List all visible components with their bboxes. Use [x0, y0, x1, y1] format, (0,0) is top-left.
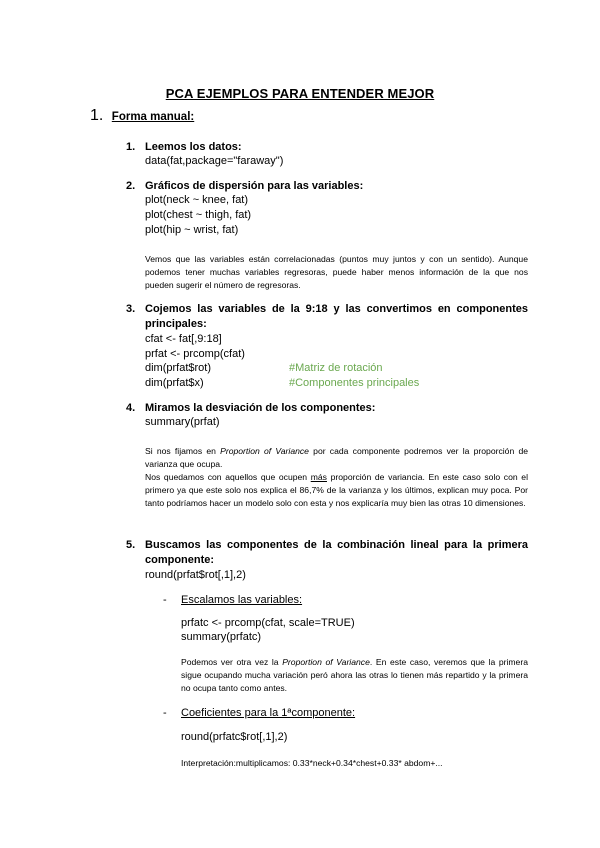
step-5-code: round(prfat$rot[,1],2) [145, 569, 246, 581]
bullet-2-label: Coeficientes para la 1ªcomponente: [181, 707, 356, 719]
bullet-1-code-line: prfatc <- prcomp(cfat, scale=TRUE) [181, 617, 355, 629]
step-3-title-line2: principales: [145, 318, 207, 330]
bullet-1-code-line: summary(prfatc) [181, 631, 262, 643]
bullet-1-label: Escalamos las variables: [181, 594, 303, 606]
step-1-number: 1. [126, 141, 136, 153]
bullet-2-note: Interpretación:multiplicamos: 0.33*neck+0.34*chest+0.33* abdom+... [181, 758, 443, 768]
bullet-dash: - [163, 594, 167, 606]
step-4-title: Miramos la desviación de los componentes: [145, 402, 376, 414]
step-3-code-line: cfat <- fat[,9:18] [145, 333, 222, 345]
step-5-number: 5. [126, 539, 136, 551]
step-4-number: 4. [126, 402, 136, 414]
step-1-title: Leemos los datos: [145, 141, 242, 153]
step-3-title-line1: Cojemos las variables de la 9:18 y las convertimos en componentes [145, 303, 528, 315]
step-2-code-line: plot(neck ~ knee, fat) [145, 194, 249, 206]
step-4-note-b: Nos quedamos con aquellos que ocupen más proporción de variancia. En este caso solo con el primero ya que este solo nos explica el 86,7% de la varianza y los últimos, explican muy poca. Por tanto podríamos hacer un modelo solo con esta y nos explicaría muy bien las otras 10 dimensiones. [145, 472, 528, 508]
step-3-number: 3. [126, 303, 136, 315]
step-4-note-a: Si nos fijamos en Proportion of Variance por cada componente podremos ver la proporción de varianza que ocupa. [145, 446, 529, 469]
step-3-code-line: prfat <- prcomp(cfat) [145, 348, 245, 360]
section-heading [90, 107, 194, 125]
page-title: PCA EJEMPLOS PARA ENTENDER MEJOR [165, 86, 435, 101]
step-2-note: Vemos que las variables están correlacionadas (puntos muy juntos y con un sentido). Aunque podemos tener muchas variables regresoras, puede haber menos información de la que nos pueden sugerir el número de regresoras. [145, 254, 528, 290]
step-1-code: data(fat,package="faraway") [145, 155, 284, 167]
code-comment: #Matriz de rotación [289, 362, 383, 374]
step-2-number: 2. [126, 180, 136, 192]
code-comment: #Componentes principales [289, 377, 420, 389]
bullet-dash: - [163, 707, 167, 719]
bullet-2-code: round(prfatc$rot[,1],2) [181, 731, 288, 743]
section-label: Forma manual: [111, 111, 195, 123]
step-2-code-line: plot(chest ~ thigh, fat) [145, 209, 252, 221]
step-5-title-line1: Buscamos las componentes de la combinación lineal para la primera [145, 539, 528, 551]
section-number: 1. [90, 107, 104, 124]
step-5-title-line2: componente: [145, 554, 215, 566]
step-2-code-line: plot(hip ~ wrist, fat) [145, 224, 239, 236]
step-4-code: summary(prfat) [145, 416, 220, 428]
step-2-title: Gráficos de dispersión para las variables: [145, 180, 364, 192]
step-3-code-line: dim(prfat$rot) [145, 362, 212, 374]
step-3-code-line: dim(prfat$x) [145, 377, 204, 389]
bullet-1-note: Podemos ver otra vez la Proportion of Variance. En este caso, veremos que la primera sigue ocupando mucha variación peró ahora las otras lo tienen más repartido y la primera no ocupa tanto como antes. [181, 657, 528, 693]
